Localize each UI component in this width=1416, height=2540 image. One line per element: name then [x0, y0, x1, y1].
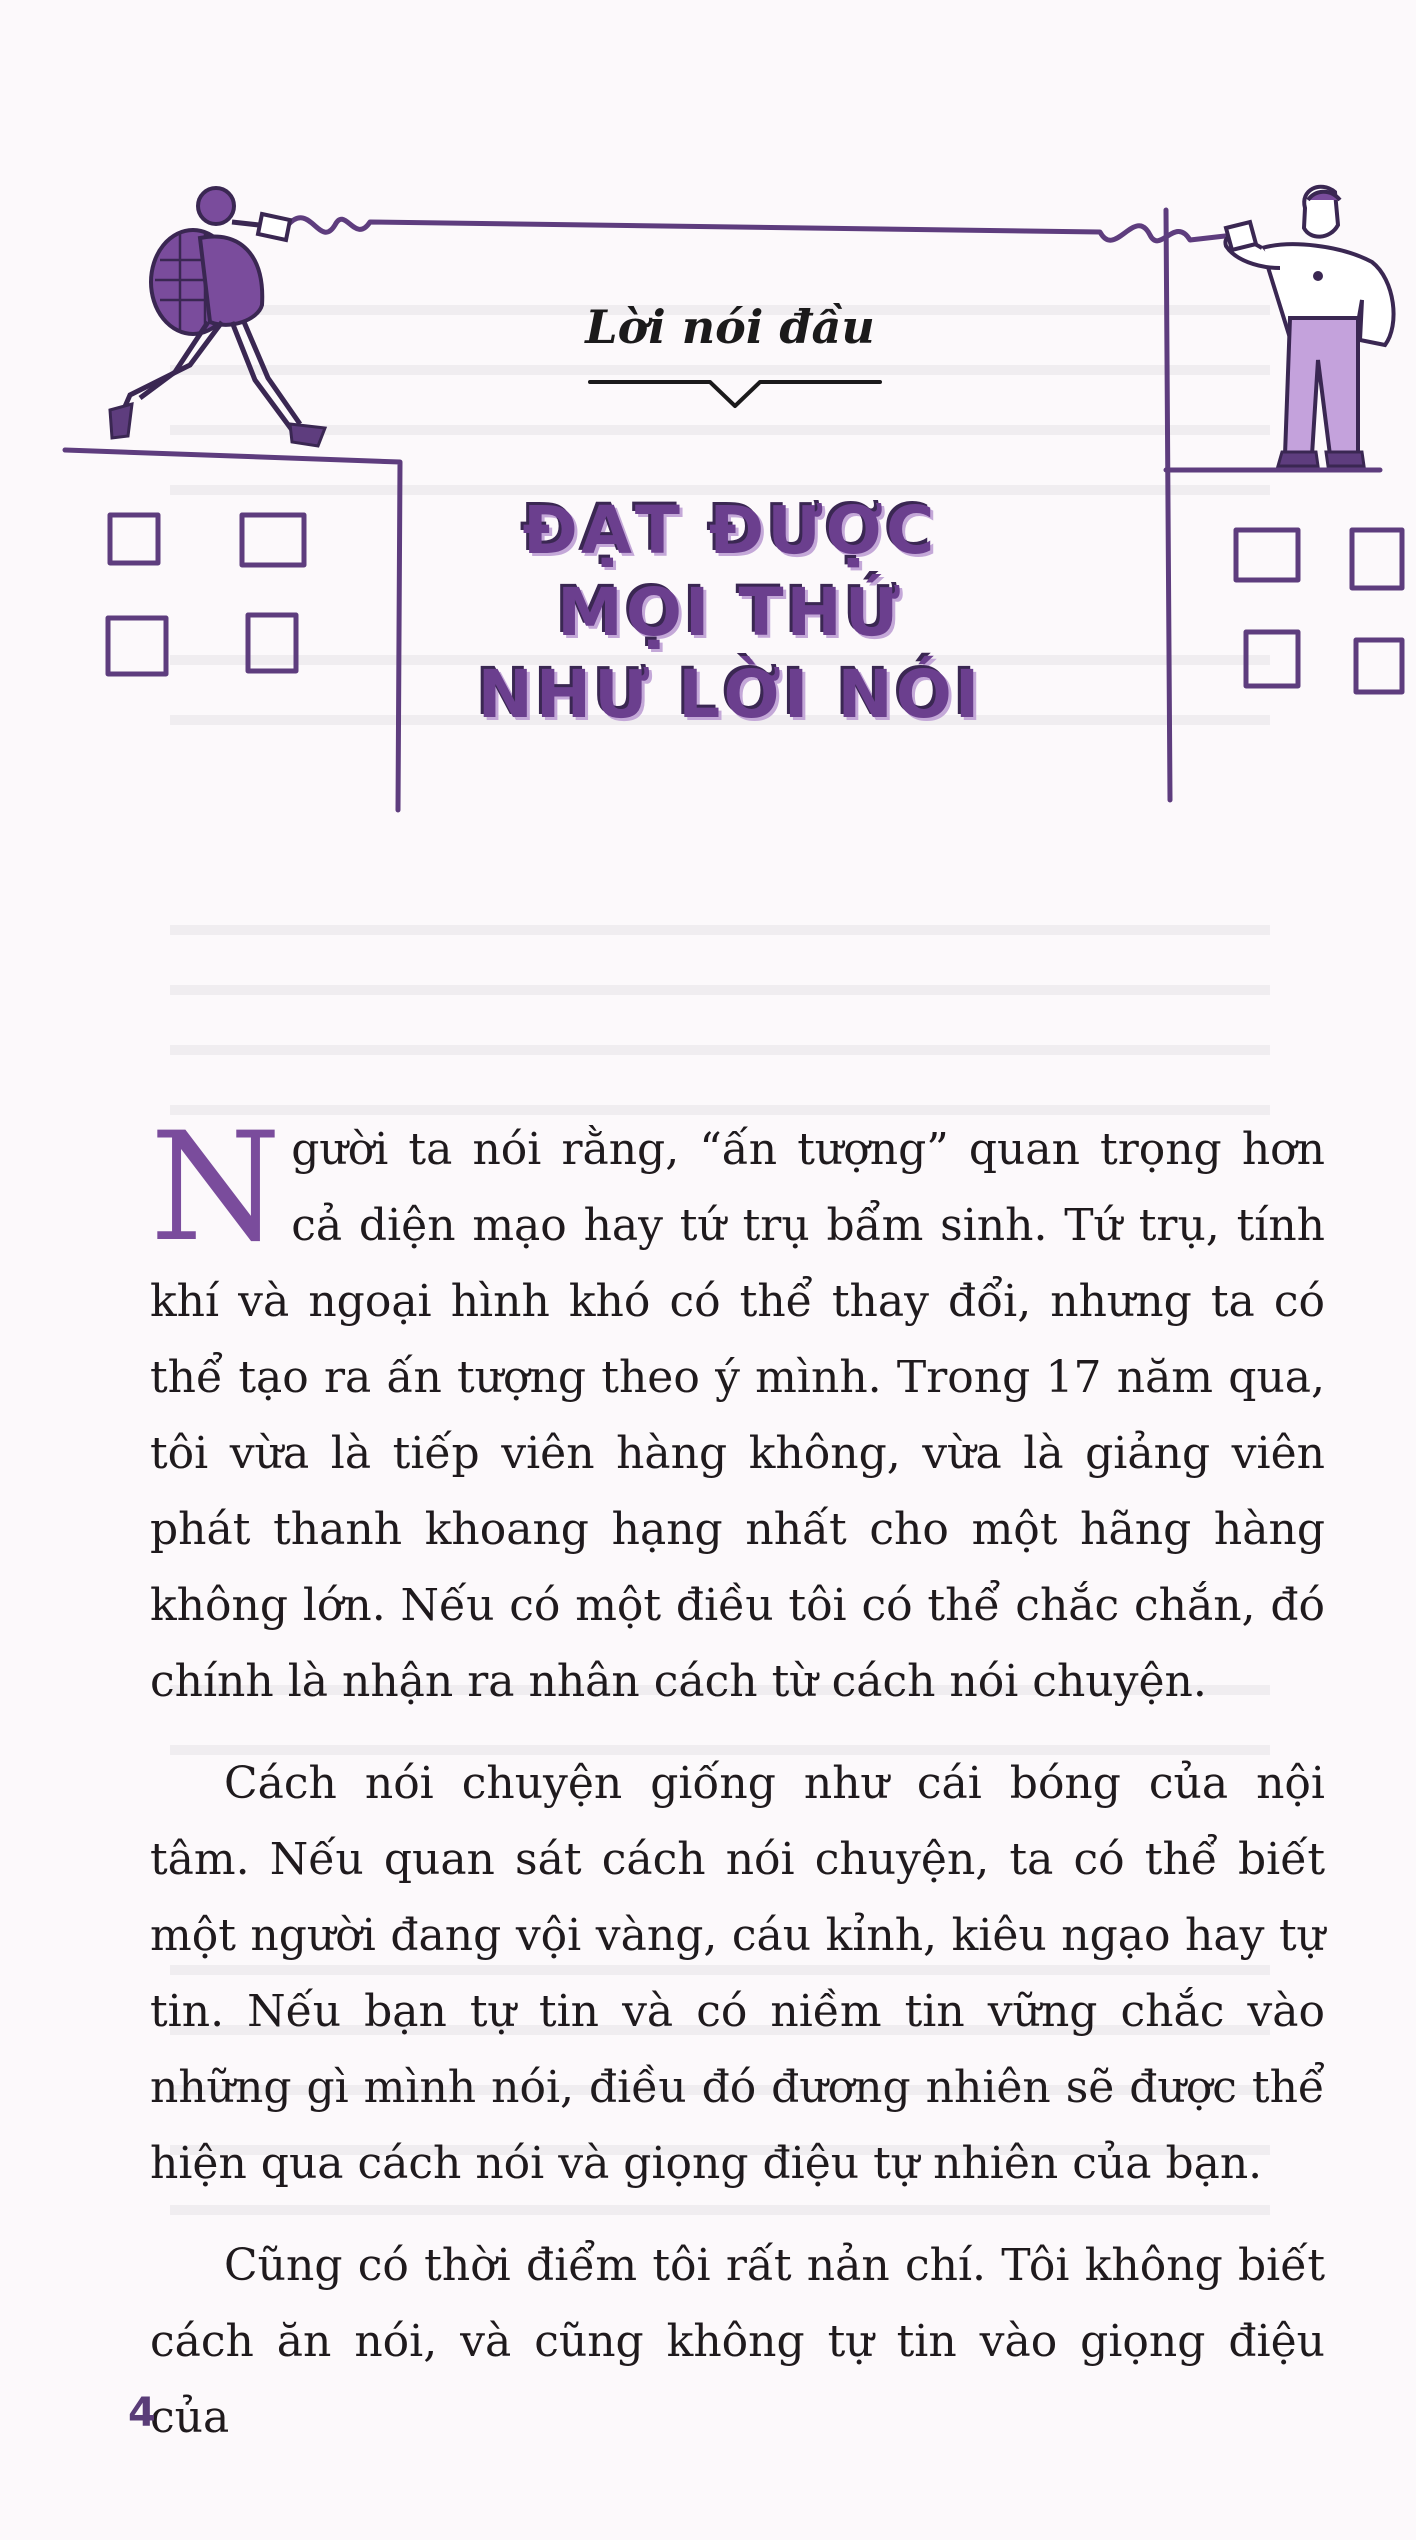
right-person [1225, 187, 1393, 466]
drop-cap: N [150, 1101, 282, 1275]
page-number: 4 [128, 2390, 156, 2436]
left-person [110, 188, 325, 446]
chapter-title-line: ĐẠT ĐƯỢC [522, 492, 938, 569]
chapter-title-line: NHƯ LỜI NÓI [477, 656, 983, 733]
right-building-window [1352, 530, 1402, 588]
paragraph-text: Cách nói chuyện giống như cái bóng của nội tâm. Nếu quan sát cách nói chuyện, ta có thể biết một người đang vội vàng, cáu kỉnh, kiêu ngạo hay tự tin. Nếu bạn tự tin và có niềm tin vững chắc vào những gì mình nói, điều đó đương nhiên sẽ được thể hiện qua cách nói và giọng điệu tự nhiên của bạn. [150, 1758, 1325, 2189]
right-building-window [1236, 530, 1298, 580]
string-telephone-illustration [0, 0, 1416, 960]
chapter-title [420, 490, 1040, 736]
chapter-title-line: MỌI THỨ [557, 574, 903, 651]
paragraph-text: Cũng có thời điểm tôi rất nản chí. Tôi không biết cách ăn nói, và cũng không tự tin vào giọng điệu của [150, 2240, 1325, 2443]
paragraph-text: gười ta nói rằng, “ấn tượng” quan trọng hơn cả diện mạo hay tứ trụ bẩm sinh. Tứ trụ, tính khí và ngoại hình khó có thể thay đổi, nhưng ta có thể tạo ra ấn tượng theo ý mình. Trong 17 năm qua, tôi vừa là tiếp viên hàng không, vừa là giảng viên phát thanh khoang hạng nhất cho một hãng hàng không lớn. Nếu có một điều tôi có thể chắc chắn, đó chính là nhận ra nhân cách từ cách nói chuyện. [150, 1124, 1325, 1707]
paragraph [150, 1746, 1325, 2202]
preface-label: Lời nói đầu [585, 300, 875, 354]
telephone-string [288, 218, 1225, 241]
paragraph [150, 2228, 1325, 2456]
label-underline-decoration [590, 382, 880, 406]
left-building-window [248, 615, 296, 671]
left-building-window [108, 618, 166, 674]
right-building-window [1246, 632, 1298, 686]
left-building-window [110, 515, 158, 563]
paragraph [150, 1101, 1325, 1720]
right-building-window [1356, 640, 1402, 692]
left-building-window [242, 515, 304, 565]
right-building-left-edge [1166, 210, 1170, 800]
body-text [150, 1101, 1325, 2482]
left-building-outline [65, 450, 400, 810]
